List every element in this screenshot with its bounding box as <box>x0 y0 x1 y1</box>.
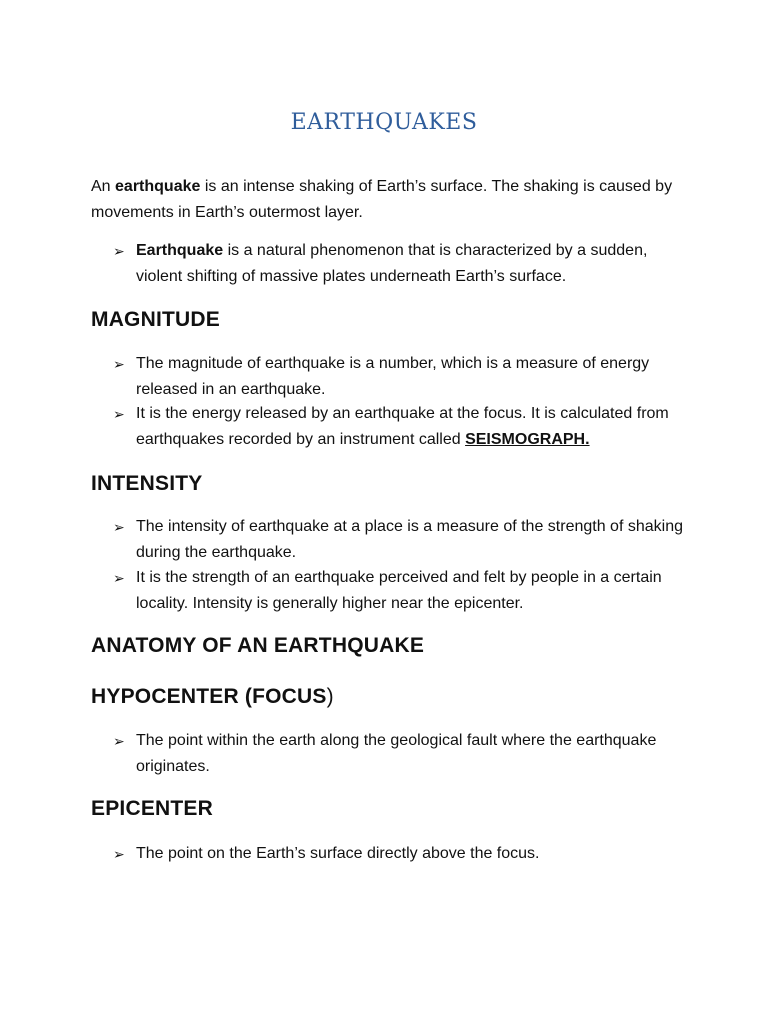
intro-bold-term: earthquake <box>115 178 201 195</box>
hypocenter-bullet-1-text: The point within the earth along the geological fault where the earthquake originates. <box>136 732 657 775</box>
intro-post: is an intense shaking of Earth’s surface. The shaking is caused by movements in Earth’s outermost layer. <box>91 178 673 221</box>
intro-bullet-post: is a natural phenomenon that is characterized by a sudden, violent shifting of massive plates underneath Earth’s surface. <box>136 242 648 285</box>
magnitude-bullet-1 <box>113 351 693 403</box>
bullet-arrow-icon: ➢ <box>113 570 125 586</box>
hypocenter-heading-paren: ) <box>326 685 334 708</box>
intro-pre: An <box>91 178 116 195</box>
document-title: EARTHQUAKES <box>290 110 478 135</box>
anatomy-heading: ANATOMY OF AN EARTHQUAKE <box>91 634 425 657</box>
intro-bullet <box>113 238 693 290</box>
magnitude-heading: MAGNITUDE <box>91 308 220 331</box>
hypocenter-heading-bold: HYPOCENTER (FOCUS <box>91 685 327 708</box>
intro-bullet-text <box>136 238 693 290</box>
intensity-bullet-1-text: The intensity of earthquake at a place is a measure of the strength of shaking during the earthquake. <box>136 518 683 561</box>
intensity-bullet-2-text: It is the strength of an earthquake perceived and felt by people in a certain locality. Intensity is generally higher near the epicenter. <box>136 569 662 612</box>
bullet-arrow-icon: ➢ <box>113 846 125 862</box>
intro-bullet-bold-term: Earthquake <box>136 242 224 259</box>
intensity-bullet-1 <box>113 514 693 566</box>
bullet-arrow-icon: ➢ <box>113 733 125 749</box>
intensity-heading: INTENSITY <box>91 472 203 495</box>
hypocenter-bullet-1 <box>113 728 693 780</box>
bullet-arrow-icon: ➢ <box>113 519 125 535</box>
magnitude-bullet-2 <box>113 401 693 453</box>
hypocenter-heading <box>91 685 334 709</box>
intensity-bullet-2 <box>113 565 693 617</box>
epicenter-heading: EPICENTER <box>91 797 213 820</box>
epicenter-bullet-1 <box>113 841 693 867</box>
intro-paragraph <box>91 174 681 226</box>
bullet-arrow-icon: ➢ <box>113 243 125 259</box>
seismograph-term: SEISMOGRAPH. <box>465 431 590 448</box>
epicenter-bullet-1-text: The point on the Earth’s surface directly above the focus. <box>136 845 540 862</box>
bullet-arrow-icon: ➢ <box>113 356 125 372</box>
magnitude-bullet-1-text: The magnitude of earthquake is a number, which is a measure of energy released in an earthquake. <box>136 355 650 398</box>
magnitude-bullet-2-text <box>136 401 693 453</box>
magnitude-bullet-2-pre: It is the energy released by an earthquake at the focus. It is calculated from earthquakes recorded by an instrument called <box>136 405 669 448</box>
bullet-arrow-icon: ➢ <box>113 406 125 422</box>
